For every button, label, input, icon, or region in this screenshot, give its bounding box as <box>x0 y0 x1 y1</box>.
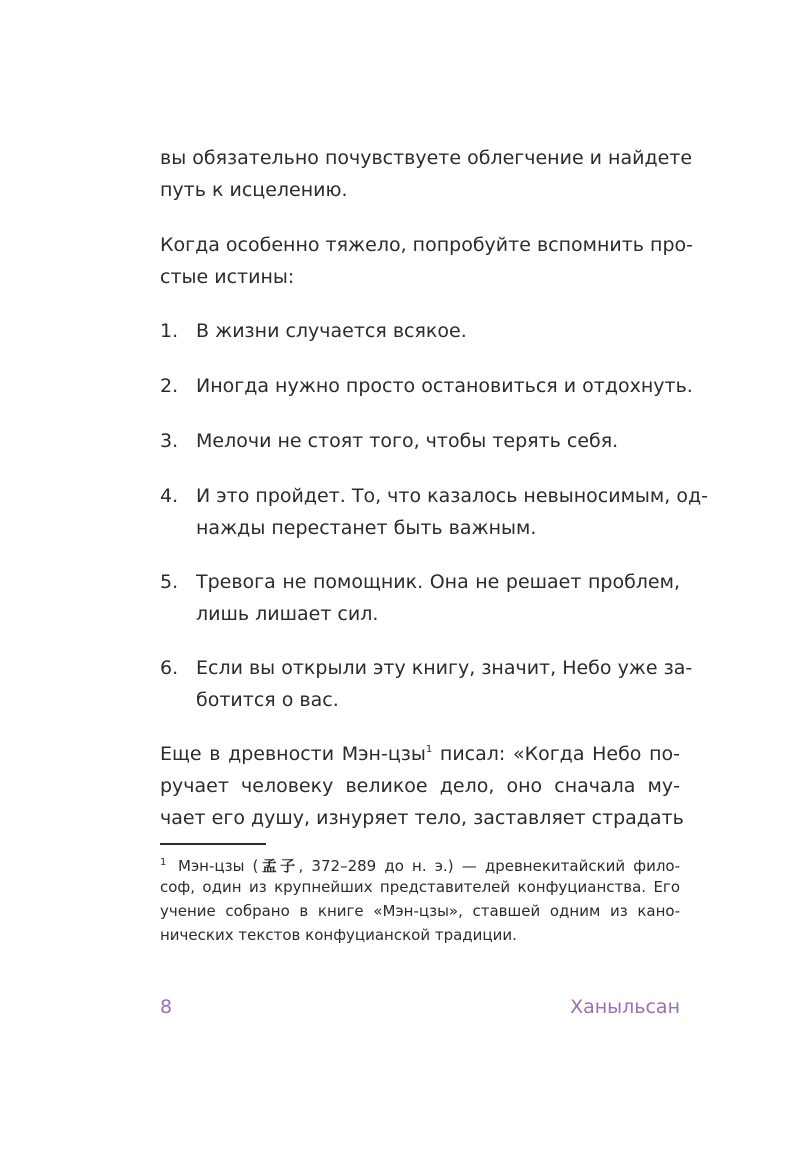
paragraph-3-text: писал: «Когда Небо по- <box>432 743 680 765</box>
paragraph-3-text: Еще в древности Мэн-цзы <box>160 743 426 765</box>
list-item-number: 5. <box>160 571 179 593</box>
page-number: 8 <box>160 996 173 1018</box>
list-item-text-line-1: Если вы открыли эту книгу, значит, Небо уже за- <box>196 657 693 679</box>
list-item-number: 4. <box>160 485 179 507</box>
list-item-number: 6. <box>160 657 179 679</box>
list-item-number: 3. <box>160 430 179 452</box>
footnote-marker: 1 <box>160 857 167 868</box>
footnote-line-4: нических текстов конфуцианской традиции. <box>160 926 517 944</box>
paragraph-3-line-2: ручает человеку великое дело, оно сначала му- <box>160 775 680 797</box>
paragraph-1-line-1: вы обязательно почувствуете облегчение и найдете <box>160 147 693 169</box>
footnote-divider <box>160 843 266 845</box>
paragraph-1-line-2: путь к исцелению. <box>160 179 348 201</box>
paragraph-3-line-3: чает его душу, изнуряет тело, заставляет страдать <box>160 807 684 829</box>
list-item-text: В жизни случается всякое. <box>196 320 467 342</box>
list-item-text-line-2: ботится о вас. <box>196 689 339 711</box>
list-item-text-line-2: нажды перестанет быть важным. <box>196 517 537 539</box>
running-footer-author: Ханыльсан <box>570 996 680 1018</box>
list-item-text-line-1: Тревога не помощник. Она не решает проблем, <box>196 571 680 593</box>
list-item-text: Мелочи не стоят того, чтобы терять себя. <box>196 430 619 452</box>
footnote-line-2: соф, один из крупнейших представителей конфуцианства. Его <box>160 878 680 896</box>
paragraph-2-line-2: стые истины: <box>160 266 295 288</box>
footnote-text: Мэн-цзы ( <box>178 857 259 875</box>
footnote-line-3: учение собрано в книге «Мэн-цзы», ставшей одним из кано- <box>160 902 680 920</box>
footnote-line-1 <box>160 853 680 876</box>
paragraph-2-line-1: Когда особенно тяжело, попробуйте вспомнить про- <box>160 234 694 256</box>
list-item-number: 2. <box>160 375 179 397</box>
list-item-text-line-1: И это пройдет. То, что казалось невыносимым, од- <box>196 485 708 507</box>
footnote-reference: 1 <box>425 744 433 755</box>
list-item-text-line-2: лишь лишает сил. <box>196 603 379 625</box>
list-item-text: Иногда нужно просто остановиться и отдохнуть. <box>196 375 693 397</box>
footnote-text: , 372–289 до н. э.) — древнекитайский фило- <box>298 857 681 875</box>
list-item-number: 1. <box>160 320 179 342</box>
footnote-cjk-name: 孟子 <box>258 857 299 875</box>
paragraph-3-line-1 <box>160 742 680 766</box>
